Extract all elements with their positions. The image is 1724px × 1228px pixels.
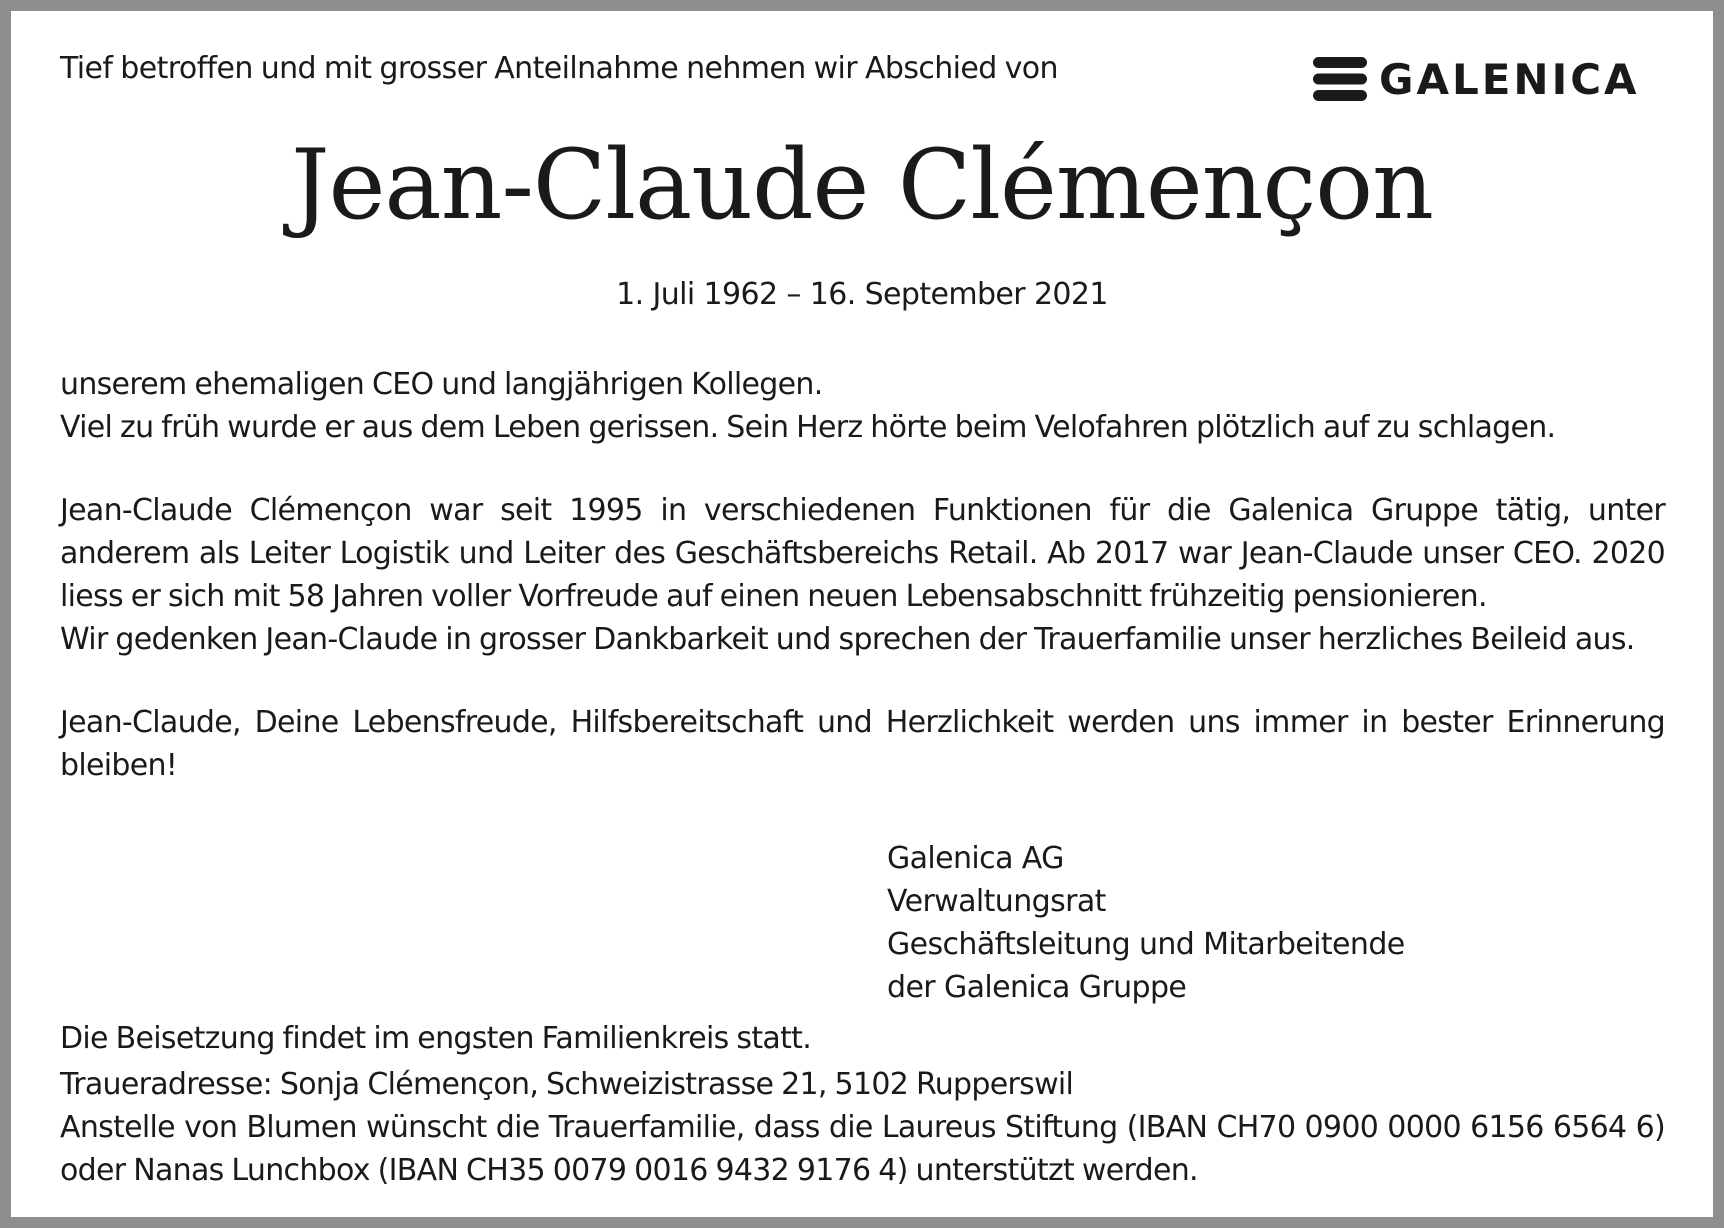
mourning-address: Traueradresse: Sonja Clémençon, Schweizistrasse 21, 5102 Rupperswil — [60, 1067, 1074, 1102]
paragraph-1-line-1: unserem ehemaligen CEO und langjährigen Kollegen. — [60, 367, 823, 402]
signature-line: der Galenica Gruppe — [887, 970, 1187, 1005]
signature-block — [887, 837, 1405, 1009]
life-dates: 1. Juli 1962 – 16. September 2021 — [616, 277, 1108, 312]
deceased-name: Jean-Claude Clémençon — [291, 129, 1433, 241]
intro-line: Tief betroffen und mit grosser Anteilnahme nehmen wir Abschied von — [60, 51, 1058, 86]
obituary-body — [60, 363, 1665, 787]
burial-note: Die Beisetzung findet im engsten Familienkreis statt. — [60, 1021, 812, 1056]
logo-wordmark: GALENICA — [1379, 54, 1640, 104]
footer-notes — [60, 1017, 1665, 1192]
signature-line: Galenica AG — [887, 841, 1064, 876]
paragraph-3: Jean-Claude, Deine Lebensfreude, Hilfsbereitschaft und Herzlichkeit werden uns immer in bester Erinnerung bleiben! — [60, 705, 1665, 783]
paragraph-2-closing: Wir gedenken Jean-Claude in grosser Dankbarkeit und sprechen der Trauerfamilie unser herzliches Beileid aus. — [60, 622, 1635, 657]
galenica-logo — [1311, 53, 1640, 105]
galenica-logo-icon — [1311, 54, 1369, 104]
donation-note: Anstelle von Blumen wünscht die Trauerfamilie, dass die Laureus Stiftung (IBAN CH70 0900 0000 6156 6564 6) oder Nanas Lunchbox (IBAN CH35 0079 0016 9432 9176 4) unterstützt werden. — [60, 1110, 1665, 1188]
paragraph-1-line-2: Viel zu früh wurde er aus dem Leben gerissen. Sein Herz hörte beim Velofahren plötzlich auf zu schlagen. — [60, 410, 1556, 445]
paragraph-2: Jean-Claude Clémençon war seit 1995 in verschiedenen Funktionen für die Galenica Gruppe tätig, unter anderem als Leiter Logistik und Leiter des Geschäftsbereichs Retail. Ab 2017 war Jean-Claude unser CEO. 2020 liess er sich mit 58 Jahren voller Vorfreude auf einen neuen Lebensabschnitt frühzeitig pensionieren. — [60, 493, 1665, 614]
signature-line: Geschäftsleitung und Mitarbeitende — [887, 927, 1405, 962]
signature-line: Verwaltungsrat — [887, 884, 1106, 919]
